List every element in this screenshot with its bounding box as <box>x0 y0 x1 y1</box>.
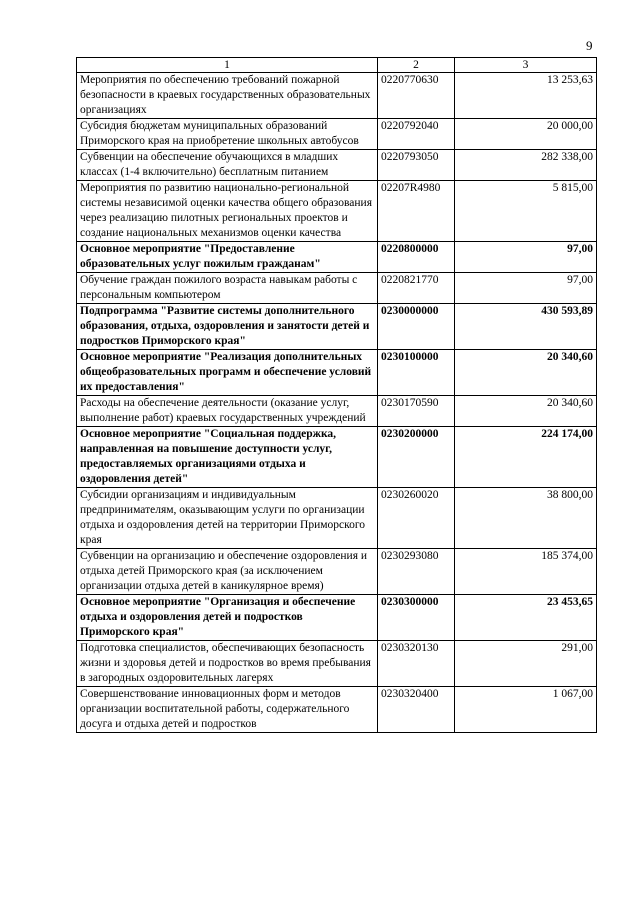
row-amount: 224 174,00 <box>455 427 597 488</box>
table-row <box>77 119 597 150</box>
row-name: Мероприятия по обеспечению требований пожарной безопасности в краевых государственных образовательных организациях <box>77 73 378 119</box>
row-code: 0220770630 <box>378 73 455 119</box>
table-row <box>77 350 597 396</box>
table-row <box>77 595 597 641</box>
row-code: 0220793050 <box>378 150 455 181</box>
row-code: 0220800000 <box>378 242 455 273</box>
table-row <box>77 427 597 488</box>
table-row <box>77 641 597 687</box>
row-amount: 185 374,00 <box>455 549 597 595</box>
row-name: Мероприятия по развитию национально-региональной системы независимой оценки качества общего образования через реализацию пилотных региональных проектов и создание национальных механизмов оценки качества <box>77 181 378 242</box>
row-amount: 20 340,60 <box>455 396 597 427</box>
table-row <box>77 549 597 595</box>
row-amount: 20 340,60 <box>455 350 597 396</box>
table-row <box>77 242 597 273</box>
table-row <box>77 181 597 242</box>
row-code: 0230260020 <box>378 488 455 549</box>
table-row <box>77 304 597 350</box>
page-number: 9 <box>586 38 593 53</box>
row-amount: 282 338,00 <box>455 150 597 181</box>
row-amount: 20 000,00 <box>455 119 597 150</box>
row-name: Основное мероприятие "Социальная поддержка, направленная на повышение доступности услуг, предоставляемых организациями отдыха и оздоровления детей" <box>77 427 378 488</box>
row-code: 0220821770 <box>378 273 455 304</box>
row-code: 02207R4980 <box>378 181 455 242</box>
row-name: Основное мероприятие "Организация и обеспечение отдыха и оздоровления детей и подростков Приморского края" <box>77 595 378 641</box>
row-name: Обучение граждан пожилого возраста навыкам работы с персональным компьютером <box>77 273 378 304</box>
row-name: Субвенции на организацию и обеспечение оздоровления и отдыха детей Приморского края (за исключением организации отдыха детей в каникулярное время) <box>77 549 378 595</box>
row-amount: 97,00 <box>455 242 597 273</box>
row-amount: 5 815,00 <box>455 181 597 242</box>
table-row <box>77 73 597 119</box>
row-name: Субсидии организациям и индивидуальным предпринимателям, оказывающим услуги по организации отдыха и оздоровления детей на территории Приморского края <box>77 488 378 549</box>
header-col-2: 2 <box>378 58 455 73</box>
row-amount: 38 800,00 <box>455 488 597 549</box>
row-amount: 430 593,89 <box>455 304 597 350</box>
header-col-1: 1 <box>77 58 378 73</box>
table-row <box>77 273 597 304</box>
row-code: 0230320130 <box>378 641 455 687</box>
row-code: 0230170590 <box>378 396 455 427</box>
row-amount: 13 253,63 <box>455 73 597 119</box>
row-name: Субвенции на обеспечение обучающихся в младших классах (1-4 включительно) бесплатным питанием <box>77 150 378 181</box>
row-code: 0230200000 <box>378 427 455 488</box>
row-code: 0230320400 <box>378 687 455 733</box>
table-row <box>77 150 597 181</box>
row-name: Подготовка специалистов, обеспечивающих безопасность жизни и здоровья детей и подростков во время пребывания в загородных оздоровительных лагерях <box>77 641 378 687</box>
table-header-row <box>77 58 597 73</box>
table-row <box>77 396 597 427</box>
row-code: 0230100000 <box>378 350 455 396</box>
row-amount: 1 067,00 <box>455 687 597 733</box>
budget-table <box>76 57 597 733</box>
header-col-3: 3 <box>455 58 597 73</box>
row-code: 0230300000 <box>378 595 455 641</box>
row-name: Расходы на обеспечение деятельности (оказание услуг, выполнение работ) краевых государственных учреждений <box>77 396 378 427</box>
row-name: Субсидия бюджетам муниципальных образований Приморского края на приобретение школьных автобусов <box>77 119 378 150</box>
row-name: Совершенствование инновационных форм и методов организации воспитательной работы, содержательного досуга и отдыха детей и подростков <box>77 687 378 733</box>
row-amount: 23 453,65 <box>455 595 597 641</box>
row-amount: 97,00 <box>455 273 597 304</box>
row-amount: 291,00 <box>455 641 597 687</box>
table-row <box>77 488 597 549</box>
row-code: 0230000000 <box>378 304 455 350</box>
row-name: Основное мероприятие "Предоставление образовательных услуг пожилым гражданам" <box>77 242 378 273</box>
row-code: 0230293080 <box>378 549 455 595</box>
row-code: 0220792040 <box>378 119 455 150</box>
row-name: Основное мероприятие "Реализация дополнительных общеобразовательных программ и обеспечение условий их предоставления" <box>77 350 378 396</box>
table-row <box>77 687 597 733</box>
row-name: Подпрограмма "Развитие системы дополнительного образования, отдыха, оздоровления и занятости детей и подростков Приморского края" <box>77 304 378 350</box>
